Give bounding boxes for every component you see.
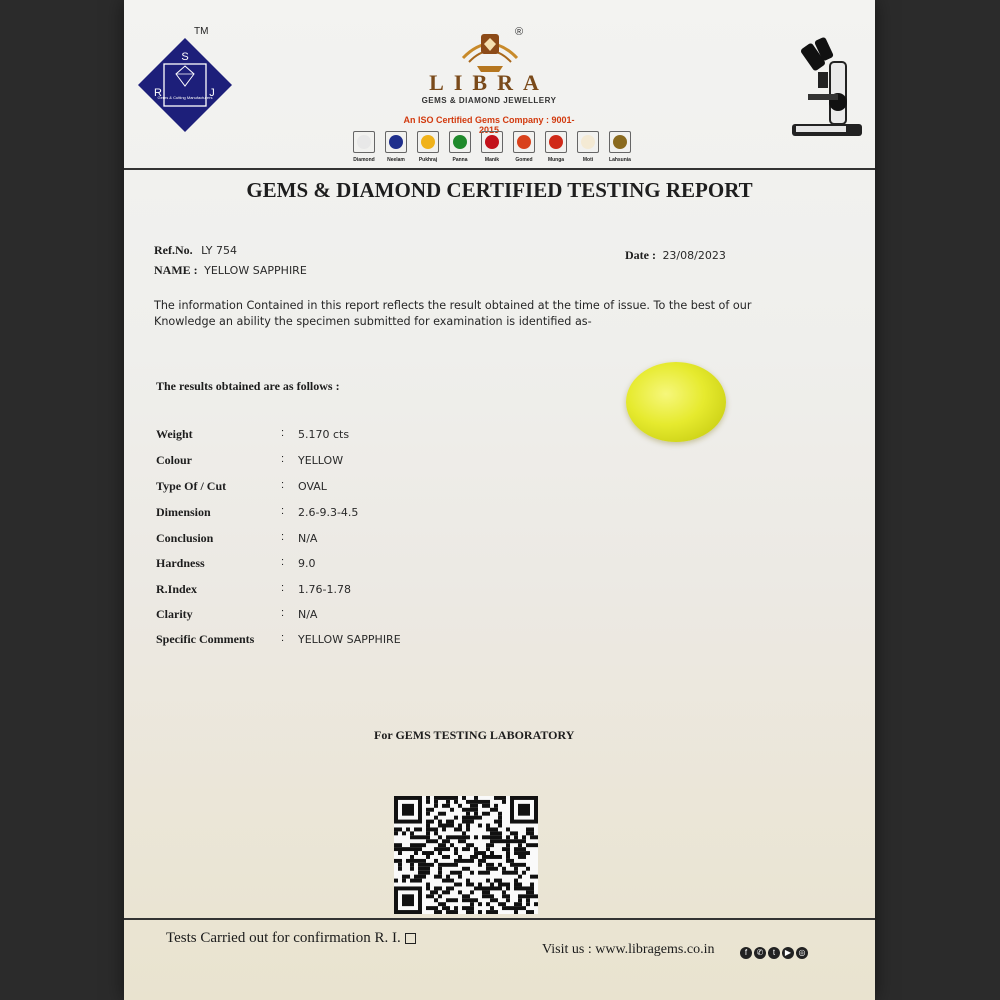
result-separator: : — [281, 531, 285, 543]
name-value: YELLOW SAPPHIRE — [204, 264, 307, 277]
gem-swatch-icon — [577, 131, 599, 153]
result-label: R.Index — [156, 582, 198, 596]
date-label: Date : — [625, 248, 656, 262]
name-line — [154, 261, 307, 279]
result-label: Colour — [156, 453, 192, 467]
result-value: 5.170 cts — [298, 428, 350, 441]
svg-text:Gems & Cutting Manufacturers: Gems & Cutting Manufacturers — [157, 95, 213, 100]
gem-caption: Lahsunia — [609, 157, 631, 163]
header-divider — [124, 168, 875, 170]
name-label: NAME : — [154, 263, 198, 277]
gem-caption: Gomed — [515, 157, 533, 163]
yellow-sapphire-photo — [626, 362, 726, 442]
ref-label: Ref.No. — [154, 243, 193, 257]
gem-caption: Panna — [452, 157, 468, 163]
whatsapp-icon[interactable]: ✆ — [754, 947, 766, 959]
registered-mark: ® — [515, 26, 524, 38]
gem-swatch-icon — [385, 131, 407, 153]
gem-diamond — [350, 131, 378, 163]
footer-divider — [124, 918, 875, 920]
trademark-mark: TM — [194, 26, 209, 37]
lab-signature-label: For GEMS TESTING LABORATORY — [374, 728, 575, 742]
results-heading: The results obtained are as follows : — [156, 379, 340, 393]
qr-code[interactable] — [394, 796, 538, 914]
result-value: N/A — [298, 532, 318, 545]
result-label: Weight — [156, 427, 193, 441]
tests-text: Tests Carried out for confirmation R. I. — [166, 930, 401, 946]
result-separator: : — [281, 427, 285, 439]
date-line — [625, 246, 726, 264]
result-label: Type Of / Cut — [156, 479, 227, 493]
report-title: GEMS & DIAMOND CERTIFIED TESTING REPORT — [246, 178, 753, 202]
result-row — [156, 556, 516, 574]
gem-swatch-icon — [481, 131, 503, 153]
result-value: OVAL — [298, 480, 327, 493]
gem-swatch-icon — [609, 131, 631, 153]
result-label: Conclusion — [156, 531, 214, 545]
twitter-icon[interactable]: t — [768, 947, 780, 959]
result-value: N/A — [298, 608, 318, 621]
facebook-icon[interactable]: f — [740, 947, 752, 959]
gem-neelam — [382, 131, 410, 163]
result-row — [156, 479, 516, 497]
gem-strip — [350, 131, 650, 165]
result-value: 1.76-1.78 — [298, 583, 351, 596]
result-value: 2.6-9.3-4.5 — [298, 506, 359, 519]
result-row — [156, 607, 516, 625]
website-link[interactable]: Visit us : www.libragems.co.in — [542, 942, 715, 957]
result-separator: : — [281, 479, 285, 491]
gem-caption: Pukhraj — [418, 157, 438, 163]
libra-logo — [394, 26, 584, 135]
result-label: Hardness — [156, 556, 205, 570]
result-separator: : — [281, 582, 285, 594]
gem-panna — [446, 131, 474, 163]
gem-swatch-icon — [513, 131, 535, 153]
gem-manik — [478, 131, 506, 163]
result-row — [156, 531, 516, 549]
ref-value: LY 754 — [201, 244, 237, 257]
srj-logo — [136, 36, 234, 134]
brand-name: LIBRA — [429, 70, 549, 95]
gem-caption: Moti — [582, 157, 594, 163]
result-value: YELLOW — [298, 454, 344, 467]
checkbox-square-icon — [405, 933, 416, 944]
gem-lahsunia — [606, 131, 634, 163]
gem-swatch-icon — [353, 131, 375, 153]
result-row — [156, 505, 516, 523]
svg-text:S: S — [181, 51, 189, 63]
result-separator: : — [281, 453, 285, 465]
intro-line-1: The information Contained in this report reflects the result obtained at the time of issue. To the best of our — [154, 299, 752, 312]
gem-swatch-icon — [417, 131, 439, 153]
ref-number-line — [154, 241, 237, 259]
result-row — [156, 582, 516, 600]
tests-note — [166, 930, 416, 947]
instagram-icon[interactable]: ◎ — [796, 947, 808, 959]
gem-pukhraj — [414, 131, 442, 163]
gem-caption: Munga — [547, 157, 565, 163]
result-separator: : — [281, 607, 285, 619]
gem-swatch-icon — [545, 131, 567, 153]
result-label: Dimension — [156, 505, 211, 519]
intro-line-2: Knowledge an ability the specimen submitted for examination is identified as- — [154, 315, 592, 328]
brand-subtitle: GEMS & DIAMOND JEWELLERY — [421, 96, 557, 105]
iso-certification: An ISO Certified Gems Company : 9001-2015 — [403, 115, 575, 135]
result-label: Specific Comments — [156, 632, 255, 646]
result-row — [156, 427, 516, 445]
result-row — [156, 632, 516, 650]
gem-caption: Manik — [484, 157, 500, 163]
result-separator: : — [281, 505, 285, 517]
gem-caption: Neelam — [387, 157, 405, 163]
gem-munga — [542, 131, 570, 163]
svg-text:J: J — [209, 87, 215, 99]
gem-caption: Diamond — [353, 157, 375, 163]
result-separator: : — [281, 632, 285, 644]
result-label: Clarity — [156, 607, 193, 621]
gem-moti — [574, 131, 602, 163]
gem-swatch-icon — [449, 131, 471, 153]
gem-gomed — [510, 131, 538, 163]
svg-text:R: R — [154, 87, 162, 99]
result-separator: : — [281, 556, 285, 568]
youtube-icon[interactable]: ▶ — [782, 947, 794, 959]
date-value: 23/08/2023 — [662, 249, 726, 262]
result-value: 9.0 — [298, 557, 316, 570]
intro-paragraph — [154, 298, 804, 330]
social-icons — [740, 947, 808, 961]
result-value: YELLOW SAPPHIRE — [298, 633, 401, 646]
certificate-page — [124, 0, 875, 1000]
microscope-icon — [788, 32, 868, 142]
result-row — [156, 453, 516, 471]
